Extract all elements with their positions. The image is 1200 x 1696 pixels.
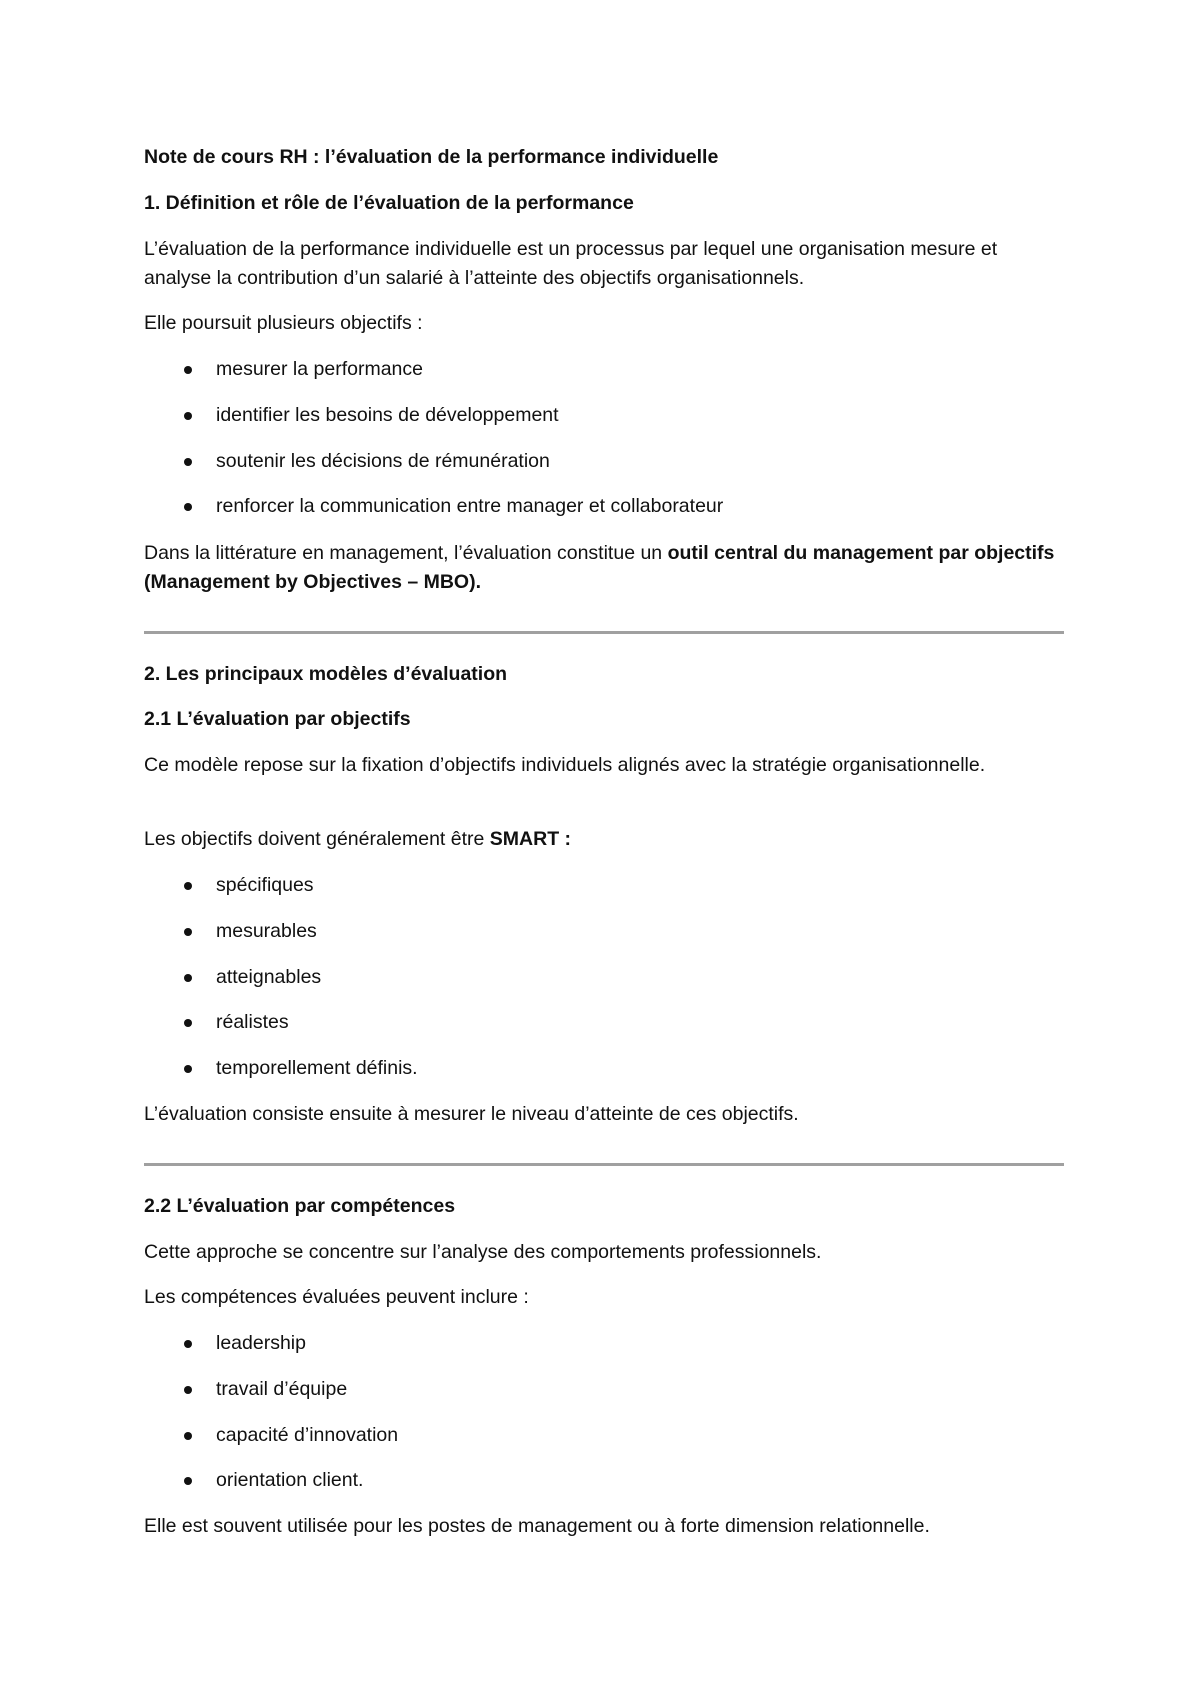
bullet-icon <box>184 974 192 982</box>
bullet-icon <box>184 412 192 420</box>
document-title: Note de cours RH : l’évaluation de la performance individuelle <box>144 146 719 168</box>
subsection-2-1-heading: 2.1 L’évaluation par objectifs <box>144 708 411 730</box>
subsection-2-1-paragraph-2: L’évaluation consiste ensuite à mesurer le niveau d’atteinte de ces objectifs. <box>144 1103 799 1125</box>
subsection-2-1-paragraph-1: Ce modèle repose sur la fixation d’objectifs individuels alignés avec la stratégie organisationnelle. <box>144 754 986 776</box>
bullet-icon <box>184 366 192 374</box>
smart-label: SMART : <box>489 828 572 850</box>
list-item: renforcer la communication entre manager et collaborateur <box>216 495 724 517</box>
list-item: identifier les besoins de développement <box>216 404 559 426</box>
bullet-icon <box>184 503 192 511</box>
list-item: travail d’équipe <box>216 1378 348 1400</box>
list-item: temporellement définis. <box>216 1057 418 1079</box>
bullet-icon <box>184 1386 192 1394</box>
subsection-2-2-paragraph-2: Elle est souvent utilisée pour les postes de management ou à forte dimension relationnelle. <box>144 1515 930 1537</box>
list-item: mesurables <box>216 920 317 942</box>
bullet-icon <box>184 1065 192 1073</box>
list-item: capacité d’innovation <box>216 1424 399 1446</box>
section-1-list-intro: Elle poursuit plusieurs objectifs : <box>144 312 423 334</box>
bullet-icon <box>184 458 192 466</box>
bullet-icon <box>184 1432 192 1440</box>
list-item: leadership <box>216 1332 306 1354</box>
bullet-icon <box>184 1340 192 1348</box>
section-2-heading: 2. Les principaux modèles d’évaluation <box>144 663 508 685</box>
bullet-icon <box>184 1477 192 1485</box>
subsection-2-1-list-intro <box>144 825 1064 854</box>
subsection-2-2-paragraph-1: Cette approche se concentre sur l’analyse des comportements professionnels. <box>144 1241 822 1263</box>
list-item: réalistes <box>216 1011 289 1033</box>
section-1-paragraph-2 <box>144 539 1064 597</box>
list-item: spécifiques <box>216 874 314 896</box>
list-item: mesurer la performance <box>216 358 423 380</box>
paragraph-text: Les objectifs doivent généralement être <box>144 828 490 850</box>
bullet-icon <box>184 1019 192 1027</box>
subsection-2-2-list-intro: Les compétences évaluées peuvent inclure : <box>144 1286 529 1308</box>
paragraph-emphasis: outil central du management par objectifs (Management by Objectives – MBO). <box>144 542 1055 593</box>
bullet-icon <box>184 928 192 936</box>
list-item: soutenir les décisions de rémunération <box>216 450 550 472</box>
section-1-paragraph-1: L’évaluation de la performance individuelle est un processus par lequel une organisation mesure et analyse la contribution d’un salarié à l’atteinte des objectifs organisationnels. <box>144 238 998 289</box>
list-item: atteignables <box>216 966 322 988</box>
section-1-heading: 1. Définition et rôle de l’évaluation de la performance <box>144 192 634 214</box>
paragraph-text: Dans la littérature en management, l’évaluation constitue un <box>144 542 668 564</box>
horizontal-divider <box>144 631 1064 634</box>
bullet-icon <box>184 882 192 890</box>
horizontal-divider <box>144 1163 1064 1166</box>
list-item: orientation client. <box>216 1469 364 1491</box>
subsection-2-2-heading: 2.2 L’évaluation par compétences <box>144 1195 456 1217</box>
